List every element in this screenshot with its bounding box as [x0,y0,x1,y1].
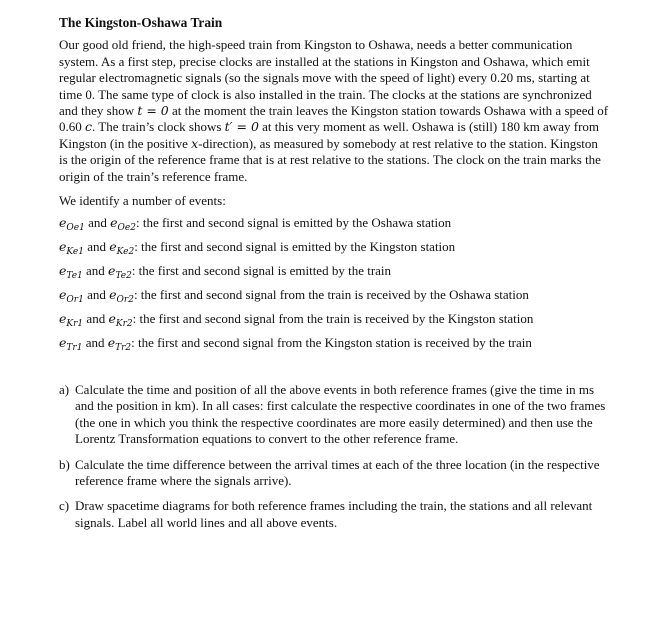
question-item [59,498,609,531]
question-label: b) [59,456,70,472]
event-item: $e_{Oe1}$ and $e_{Oe2}$: the first and second signal is emitted by the Oshawa station [59,215,452,234]
event-symbol-1: $e_{Ke1}$ [59,239,84,258]
event-description: : the first and second signal is emitted by the Kingston station [134,239,456,255]
event-description: : the first and second signal is emitted by the Oshawa station [135,215,452,231]
question-item [59,382,609,448]
event-symbol-2: $e_{Oe2}$ [110,215,136,234]
intro-text-2: at the moment the train leaves the Kingston station towards Oshawa with a speed of 0.60 [59,103,609,135]
event-symbol-1: $e_{Te1}$ [59,263,83,282]
event-description: : the first and second signal is emitted by the train [131,263,392,279]
intro-paragraph [59,37,609,185]
event-description: : the first and second signal from the Kingston station is received by the train [131,335,532,351]
event-description: : the first and second signal from the train is received by the Oshawa station [133,287,529,303]
event-item: $e_{Ke1}$ and $e_{Ke2}$: the first and second signal is emitted by the Kingston station [59,239,456,258]
event-item: $e_{Or1}$ and $e_{Or2}$: the first and second signal from the train is received by the Oshawa station [59,287,529,306]
question-list [59,382,609,531]
question-text: Calculate the time difference between the arrival times at each of the three location (in the respective reference frame where the signals arrive). [75,456,600,488]
event-symbol-2: $e_{Tr2}$ [107,335,132,354]
question-text: Draw spacetime diagrams for both reference frames including the train, the stations and all relevant signals. Label all world lines and all above events. [75,498,593,530]
event-symbol-2: $e_{Or2}$ [109,287,134,306]
question-label: c) [59,498,70,514]
event-symbol-1: $e_{Or1}$ [59,287,84,306]
event-item: $e_{Te1}$ and $e_{Te2}$: the first and second signal is emitted by the train [59,263,392,282]
events-intro: We identify a number of events: [59,193,226,209]
question-item [59,457,609,490]
intro-text-3: . The train’s clock shows [92,119,225,135]
intro-math-tprime0: t′ = 0 [224,119,259,135]
question-label: a) [59,381,70,397]
intro-text-5: -direction), as measured by somebody at rest relative to the station. Kingston is the origin of the reference frame that is at rest relative to the stations. The clock on the train marks the origin of the train’s reference frame. [59,135,601,184]
document [59,15,609,544]
event-symbol-2: $e_{Te2}$ [108,263,132,282]
event-symbol-1: $e_{Tr1}$ [59,335,83,354]
intro-text-4: at this very moment as well. Oshawa is (still) 180 km away from Kingston (in the positive [59,119,600,151]
event-list [59,215,609,354]
intro-math-x: x [191,135,199,151]
event-symbol-1: $e_{Kr1}$ [59,311,84,330]
event-description: : the first and second signal from the train is received by the Kingston station [132,311,534,327]
event-symbol-2: $e_{Kr2}$ [108,311,133,330]
event-symbol-2: $e_{Ke2}$ [109,239,135,258]
event-symbol-1: $e_{Oe1}$ [59,215,85,234]
event-item: $e_{Tr1}$ and $e_{Tr2}$: the first and second signal from the Kingston station is received by the train [59,335,532,354]
event-item: $e_{Kr1}$ and $e_{Kr2}$: the first and second signal from the train is received by the Kingston station [59,311,534,330]
question-text: Calculate the time and position of all the above events in both reference frames (give the time in ms and the position in km). In all cases: first calculate the respective coordinates in one of the two frames (the one in which you think the respective coordinates are more easily determined) and then use the Lorentz Transformation equations to convert to the other reference frame. [75,381,606,447]
document-title: The Kingston-Oshawa Train [59,15,223,30]
intro-text-1: Our good old friend, the high-speed train from Kingston to Oshawa, needs a better communication system. As a first step, precise clocks are installed at the stations in Kingston and Oshawa, which emit regular electromagnetic signals (so the signals move with the speed of light) every 0.20 ms, starting at time 0. The same type of clock is also installed in the train. The clocks at the stations are synchronized and they show [59,37,592,119]
intro-math-t0: t = 0 [137,103,169,119]
intro-math-c: c [85,119,93,135]
